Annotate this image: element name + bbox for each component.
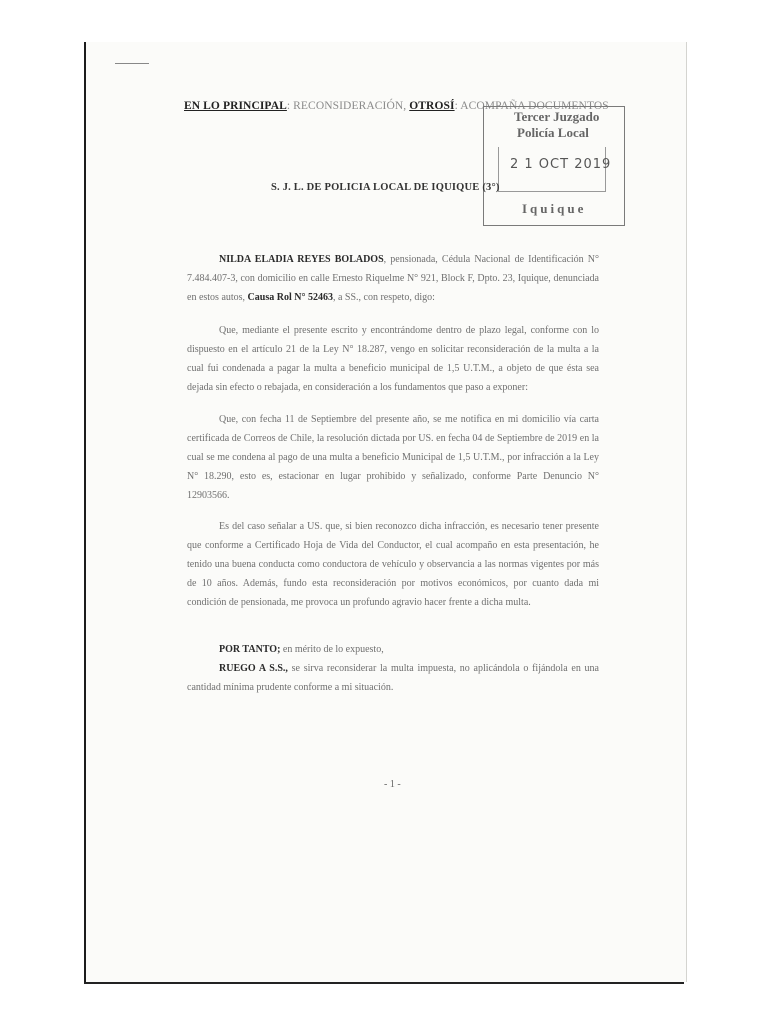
stamp-line-2: Policía Local <box>517 125 589 140</box>
principal-text: : RECONSIDERACIÓN, <box>286 100 410 112</box>
por-tanto-label: POR TANTO; <box>219 644 281 655</box>
principal-label: EN LO PRINCIPAL <box>184 100 287 112</box>
court-received-stamp <box>483 106 625 226</box>
stamp-date: 2 1 OCT 2019 <box>510 157 612 172</box>
intro-closing: , a SS., con respeto, digo: <box>332 292 435 303</box>
stamp-city: Iquique <box>522 201 587 216</box>
page-bottom-edge <box>84 982 684 984</box>
applicant-details: , pensionada, Cédula Nacional de Identificación N° 7.484.407-3, con domicilio en calle Ernesto Riquelme N° 921, Block F, Dpto. 23, Iquique, denunciada en estos autos, <box>187 254 600 303</box>
court-title: S. J. L. DE POLICIA LOCAL DE IQUIQUE (3°) <box>271 182 500 193</box>
paragraph-arguments: Es del caso señalar a US. que, si bien reconozco dicha infracción, es necesario tener presente que conforme a Certificado Hoja de Vida del Conductor, el cual acompaño en esta presentación, he tenido una buena conducta como conductora de vehículo y observancia a las normas vigentes por más de 10 años. Además, fundo esta reconsideración por motivos económicos, por cuanto dada mi condición de pensionada, me provoca un profundo agravio hacer frente a dicha multa. <box>187 521 599 608</box>
ruego-text: se sirva reconsiderar la multa impuesta, no aplicándola o fijándola en una cantidad mínima prudente conforme a mi situación. <box>187 663 599 693</box>
case-number: Causa Rol N° 52463 <box>247 292 333 303</box>
paragraph-por-tanto <box>187 640 599 659</box>
otrosi-text: : ACOMPAÑA DOCUMENTOS <box>454 100 609 112</box>
pen-mark <box>115 63 149 64</box>
applicant-name: NILDA ELADIA REYES BOLADOS <box>219 254 384 265</box>
page-number: - 1 - <box>384 779 401 790</box>
paragraph-request: Que, mediante el presente escrito y encontrándome dentro de plazo legal, conforme con lo dispuesto en el artículo 21 de la Ley N° 18.287, vengo en solicitar reconsideración de la multa a la cual fui condenada a pagar la multa a beneficio municipal de 1,5 U.T.M., a objeto de que ésta sea dejada sin efecto o rebajada, en consideración a los fundamentos que paso a exponer: <box>187 325 599 393</box>
paragraph-intro <box>187 250 599 307</box>
paragraph-petition <box>187 659 599 697</box>
paragraph-facts: Que, con fecha 11 de Septiembre del presente año, se me notifica en mi domicilio vía carta certificada de Correos de Chile, la resolución dictada por US. en fecha 04 de Septiembre de 2019 en la cual se me condena al pago de una multa a beneficio Municipal de 1,5 U.T.M., por infracción a la Ley N° 18.290, esto es, estacionar en lugar prohibido y señalizado, conforme Parte Denuncio N° 12903566. <box>187 414 599 501</box>
otrosi-label: OTROSÍ <box>409 100 455 112</box>
ruego-label: RUEGO A S.S., <box>219 663 288 674</box>
stamp-line-1: Tercer Juzgado <box>514 109 600 124</box>
por-tanto-text: en mérito de lo expuesto, <box>280 644 384 655</box>
